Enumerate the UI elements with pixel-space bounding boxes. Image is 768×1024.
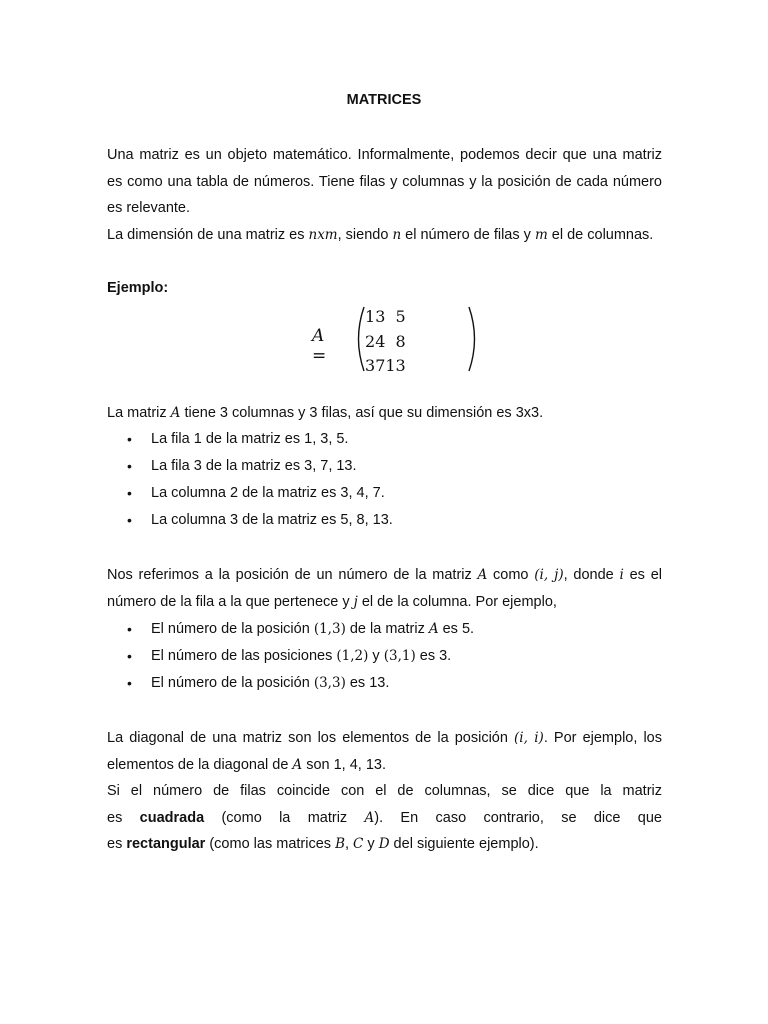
matrix-cell: 4 xyxy=(375,331,386,351)
matrix-cell: 13 xyxy=(385,356,406,375)
square-line-3: es rectangular (como las matrices B, C y D del siguiente ejemplo). xyxy=(107,836,539,852)
term-rectangular: rectangular xyxy=(126,836,206,852)
list-item: • El número de las posiciones (1,2) y (3,1) es 3. xyxy=(107,643,474,670)
matrix-row xyxy=(365,305,406,330)
list-item: • La fila 1 de la matriz es 1, 3, 5. xyxy=(107,426,393,453)
position-example-list xyxy=(107,616,474,697)
example-label: Ejemplo: xyxy=(107,280,169,296)
right-parenthesis-icon xyxy=(467,306,481,372)
left-parenthesis-icon xyxy=(352,306,366,372)
list-item: • El número de la posición (1,3) de la matriz A es 5. xyxy=(107,616,474,643)
square-line-2: es cuadrada (como la matriz A). En caso contrario, se dice que xyxy=(107,809,662,826)
list-item: • El número de la posición (3,3) es 13. xyxy=(107,670,474,697)
intro-paragraph xyxy=(107,142,662,248)
matrix-cell: 8 xyxy=(395,331,406,351)
matrix-name: A = xyxy=(312,326,327,366)
list-item: • La columna 3 de la matriz es 5, 8, 13. xyxy=(107,507,393,534)
summary-sentence: La matriz A tiene 3 columnas y 3 filas, así que su dimensión es 3x3. xyxy=(107,405,544,421)
matrix-cell: 3 xyxy=(365,356,376,375)
position-paragraph xyxy=(107,562,662,615)
matrix-cell: 1 xyxy=(365,307,376,326)
matrix-cell: 5 xyxy=(395,307,406,326)
list-item: • La columna 2 de la matriz es 3, 4, 7. xyxy=(107,480,393,507)
matrix-row xyxy=(365,330,406,355)
diagonal-line-2: elementos de la diagonal de A son 1, 4, 13. xyxy=(107,756,387,773)
matrix-cell: 2 xyxy=(365,331,376,351)
matrix-row xyxy=(365,354,406,379)
list-item: • La fila 3 de la matriz es 3, 7, 13. xyxy=(107,453,393,480)
term-cuadrada: cuadrada xyxy=(139,809,205,826)
dimension-sentence: La dimensión de una matriz es nxm, siendo n el número de filas y m el de columnas. xyxy=(107,226,654,243)
diagonal-line-1: La diagonal de una matriz son los elementos de la posición (i, i). Por ejemplo, los xyxy=(107,730,662,746)
page-title: MATRICES xyxy=(346,92,422,108)
position-line-1: Nos referimos a la posición de un número de la matriz A como (i, j), donde i es el xyxy=(107,567,662,583)
row-column-list xyxy=(107,426,393,534)
diagonal-paragraph xyxy=(107,725,662,858)
position-line-2: número de la fila a la que pertenece y j el de la columna. Por ejemplo, xyxy=(107,593,557,610)
matrix-cell: 3 xyxy=(375,307,386,326)
matrix-cell: 7 xyxy=(375,356,386,375)
intro-text: Una matriz es un objeto matemático. Informalmente, podemos decir que una matriz es como una tabla de números. Tiene filas y columnas y la posición de cada número es relevante. xyxy=(107,147,662,216)
matrix-grid xyxy=(365,305,406,379)
square-line-1: Si el número de filas coincide con el de columnas, se dice que la matriz xyxy=(107,783,662,799)
